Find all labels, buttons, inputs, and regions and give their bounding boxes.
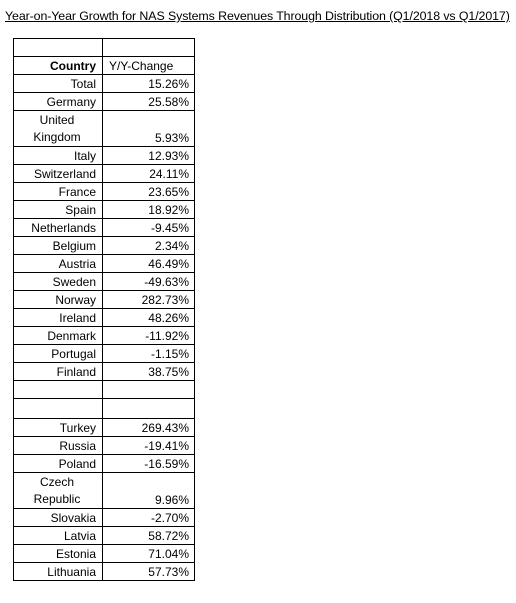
country-cell: Austria xyxy=(14,255,103,273)
country-cell: Total xyxy=(14,75,103,93)
change-cell: -2.70% xyxy=(103,509,195,527)
table-row xyxy=(14,419,195,437)
country-cell: Italy xyxy=(14,147,103,165)
table-row xyxy=(14,255,195,273)
table-cell xyxy=(103,39,195,57)
change-cell: 9.96% xyxy=(103,473,195,509)
column-header-change: Y/Y-Change xyxy=(103,57,195,75)
change-cell: 57.73% xyxy=(103,563,195,581)
country-cell: France xyxy=(14,183,103,201)
country-cell: Slovakia xyxy=(14,509,103,527)
change-cell: -9.45% xyxy=(103,219,195,237)
table-row xyxy=(14,345,195,363)
country-cell: Ireland xyxy=(14,309,103,327)
country-cell: Spain xyxy=(14,201,103,219)
table-row xyxy=(14,273,195,291)
table-row xyxy=(14,563,195,581)
table-row xyxy=(14,545,195,563)
country-cell: Sweden xyxy=(14,273,103,291)
table-header-row xyxy=(14,57,195,75)
table-row xyxy=(14,291,195,309)
change-cell: 15.26% xyxy=(103,75,195,93)
change-cell: 23.65% xyxy=(103,183,195,201)
change-cell: -16.59% xyxy=(103,455,195,473)
country-cell: Estonia xyxy=(14,545,103,563)
table-row-empty xyxy=(14,399,195,419)
table-row xyxy=(14,437,195,455)
table-row xyxy=(14,183,195,201)
table-row-empty xyxy=(14,39,195,57)
table-row xyxy=(14,309,195,327)
table-row xyxy=(14,147,195,165)
change-cell: -1.15% xyxy=(103,345,195,363)
table-row xyxy=(14,201,195,219)
country-cell: United Kingdom xyxy=(14,111,103,147)
country-cell: Norway xyxy=(14,291,103,309)
country-cell: Belgium xyxy=(14,237,103,255)
country-cell: Turkey xyxy=(14,419,103,437)
table-row xyxy=(14,111,195,147)
country-cell: Lithuania xyxy=(14,563,103,581)
table-cell xyxy=(14,39,103,57)
change-cell: 5.93% xyxy=(103,111,195,147)
change-cell: 58.72% xyxy=(103,527,195,545)
table-row xyxy=(14,93,195,111)
change-cell: 269.43% xyxy=(103,419,195,437)
change-cell: 2.34% xyxy=(103,237,195,255)
table-cell xyxy=(14,381,103,399)
table-row xyxy=(14,75,195,93)
country-cell: Switzerland xyxy=(14,165,103,183)
country-cell: Finland xyxy=(14,363,103,381)
table-row xyxy=(14,455,195,473)
change-cell: -11.92% xyxy=(103,327,195,345)
country-cell: Netherlands xyxy=(14,219,103,237)
change-cell: 46.49% xyxy=(103,255,195,273)
table-row xyxy=(14,165,195,183)
change-cell: 12.93% xyxy=(103,147,195,165)
change-cell: -49.63% xyxy=(103,273,195,291)
country-cell: Poland xyxy=(14,455,103,473)
change-cell: 18.92% xyxy=(103,201,195,219)
table-row xyxy=(14,327,195,345)
change-cell: 25.58% xyxy=(103,93,195,111)
country-cell: Denmark xyxy=(14,327,103,345)
country-cell: Latvia xyxy=(14,527,103,545)
change-cell: 71.04% xyxy=(103,545,195,563)
growth-table xyxy=(13,38,195,581)
table-row xyxy=(14,509,195,527)
table-row xyxy=(14,473,195,509)
table-row xyxy=(14,219,195,237)
change-cell: 24.11% xyxy=(103,165,195,183)
country-cell: Czech Republic xyxy=(14,473,103,509)
page-title: Year-on-Year Growth for NAS Systems Revenues Through Distribution (Q1/2018 vs Q1/2017) xyxy=(5,9,510,23)
table-cell xyxy=(14,399,103,419)
change-cell: 282.73% xyxy=(103,291,195,309)
table-cell xyxy=(103,399,195,419)
table-row xyxy=(14,527,195,545)
country-cell: Portugal xyxy=(14,345,103,363)
change-cell: 48.26% xyxy=(103,309,195,327)
country-cell: Germany xyxy=(14,93,103,111)
column-header-country: Country xyxy=(14,57,103,75)
change-cell: -19.41% xyxy=(103,437,195,455)
table-row xyxy=(14,237,195,255)
change-cell: 38.75% xyxy=(103,363,195,381)
table-cell xyxy=(103,381,195,399)
country-cell: Russia xyxy=(14,437,103,455)
table-row xyxy=(14,363,195,381)
table-row-empty xyxy=(14,381,195,399)
